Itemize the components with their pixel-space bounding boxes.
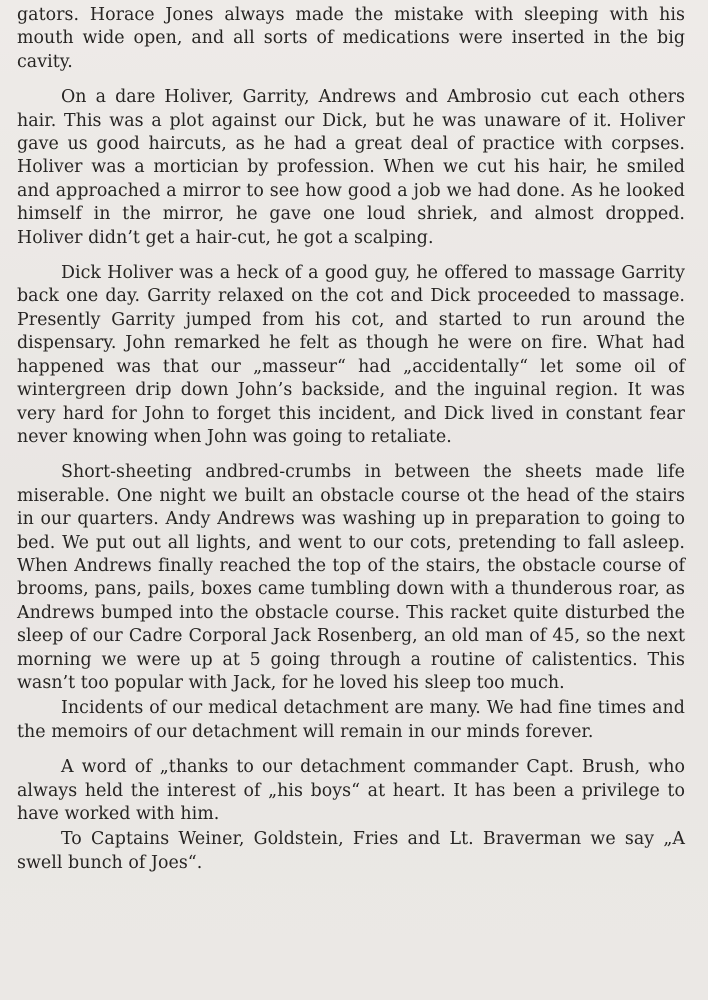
paragraph-horace-jones: gators. Horace Jones always made the mistake with sleeping with his mouth wide open, and all sorts of medications were inserted in the big cavity. [17, 5, 685, 72]
paragraph-haircuts: On a dare Holiver, Garrity, Andrews and Ambrosio cut each others hair. This was a plot against our Dick, but he was unaware of it. Holiver gave us good haircuts, as he had a great deal of practice with corpses. Holiver was a mortician by profession. When we cut his hair, he smiled and approached a mirror to see how good a job we had done. As he looked himself in the mirror, he gave one loud shriek, and almost dropped. Holiver didn’t get a hair-cut, he got a scalping. [17, 87, 685, 248]
paragraph-thanks: A word of „thanks to our detachment commander Capt. Brush, who always held the interest of „his boys“ at heart. It has been a privilege to have worked with him. [17, 757, 685, 824]
paragraph-incidents: Incidents of our medical detachment are many. We had fine times and the memoirs of our detachment will remain in our minds forever. [17, 698, 685, 742]
paragraph-captains: To Captains Weiner, Goldstein, Fries and Lt. Braverman we say „A swell bunch of Joes“. [17, 829, 685, 873]
document-body [17, 4, 685, 875]
paragraph-massage: Dick Holiver was a heck of a good guy, he offered to massage Garrity back one day. Garrity relaxed on the cot and Dick proceeded to massage. Presently Garrity jumped from his cot, and started to run around the dispensary. John remarked he felt as though he were on fire. What had happened was that our „masseur“ had „accidentally“ let some oil of wintergreen drip down John’s backside, and the inguinal region. It was very hard for John to forget this incident, and Dick lived in constant fear never knowing when John was going to retaliate. [17, 263, 685, 447]
paragraph-obstacle-course: Short-sheeting andbred-crumbs in between the sheets made life miserable. One night we built an obstacle course ot the head of the stairs in our quarters. Andy Andrews was washing up in preparation to going to bed. We put out all lights, and went to our cots, pretending to fall asleep. When Andrews finally reached the top of the stairs, the obstacle course of brooms, pans, pails, boxes came tumbling down with a thunderous roar, as Andrews bumped into the obstacle course. This racket quite disturbed the sleep of our Cadre Corporal Jack Rosenberg, an old man of 45, so the next morning we were up at 5 going through a routine of calistentics. This wasn’t too popular with Jack, for he loved his sleep too much. [17, 462, 685, 693]
